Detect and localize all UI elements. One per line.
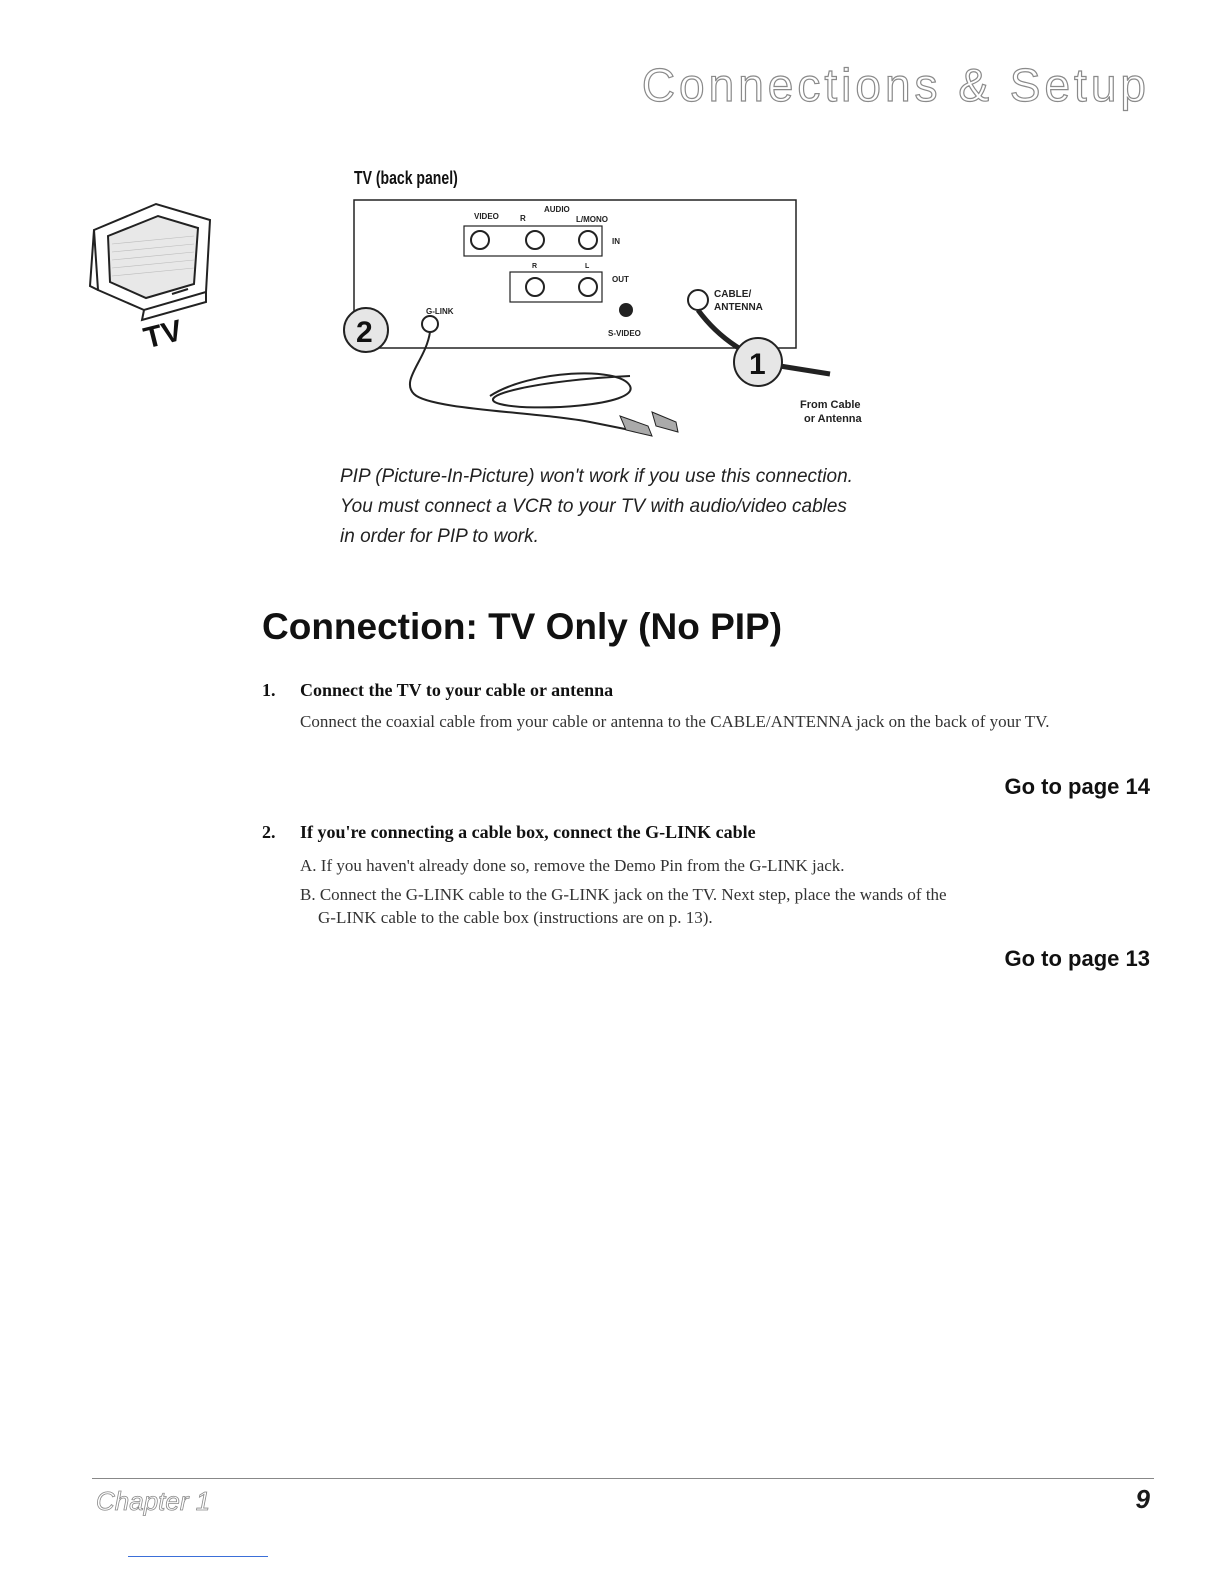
footer-page-number: 9 <box>1135 1484 1150 1514</box>
step-2-sub-b-line1: B. Connect the G-LINK cable to the G-LINK jack on the TV. Next step, place the wands of the <box>300 885 947 904</box>
step-2-number: 2. <box>262 822 276 842</box>
label-or-antenna: or Antenna <box>804 413 862 425</box>
label-out: OUT <box>612 275 629 284</box>
diagram-title: TV (back panel) <box>354 168 458 188</box>
footer-chapter: Chapter 1 <box>96 1486 211 1516</box>
label-svideo: S-VIDEO <box>608 329 641 338</box>
step-1 <box>262 680 1152 733</box>
label-audio: AUDIO <box>544 205 570 214</box>
section-title: Connection: TV Only (No PIP) <box>262 606 783 647</box>
page-header-title: Connections & Setup <box>641 59 1150 111</box>
tv-sidebar-label: TV <box>140 314 186 356</box>
label-in: IN <box>612 237 620 246</box>
step-1-body: Connect the coaxial cable from your cable or antenna to the CABLE/ANTENNA jack on the back of your TV. <box>300 712 1050 731</box>
label-l-mono: L/MONO <box>576 215 608 224</box>
callout-two: 2 <box>356 316 373 349</box>
step-2-sub-b <box>300 883 1152 929</box>
label-l-mid: L <box>585 263 590 270</box>
link-underline <box>128 1556 268 1557</box>
label-r-top: R <box>520 214 526 223</box>
step-1-heading <box>262 680 1152 701</box>
callout-one: 1 <box>749 348 766 381</box>
label-r-mid: R <box>532 263 538 270</box>
label-video: VIDEO <box>474 212 499 221</box>
goto-page-14[interactable]: Go to page 14 <box>1004 774 1150 799</box>
step-1-heading-text: Connect the TV to your cable or antenna <box>300 680 614 700</box>
step-2-heading-text: If you're connecting a cable box, connect the G-LINK cable <box>300 822 756 842</box>
step-2-sub-a: A. If you haven't already done so, remove the Demo Pin from the G-LINK jack. <box>300 856 845 875</box>
step-2-sub-b-line2: G-LINK cable to the cable box (instructions are on p. 13). <box>318 908 713 927</box>
tv-back-panel-diagram <box>330 190 890 440</box>
label-from-cable: From Cable <box>800 399 861 411</box>
pip-caption: PIP (Picture-In-Picture) won't work if you use this connection. You must connect a VCR to your TV with audio/video cables in order for PIP to work. <box>340 466 853 547</box>
step-1-number: 1. <box>262 680 276 700</box>
goto-page-13[interactable]: Go to page 13 <box>1004 946 1150 971</box>
tv-icon <box>86 186 226 356</box>
step-2 <box>262 822 1152 929</box>
label-antenna: ANTENNA <box>714 302 763 313</box>
label-glink: G-LINK <box>426 307 454 316</box>
label-cable: CABLE/ <box>714 289 752 300</box>
footer-divider <box>92 1478 1154 1479</box>
step-2-heading <box>262 822 1152 843</box>
